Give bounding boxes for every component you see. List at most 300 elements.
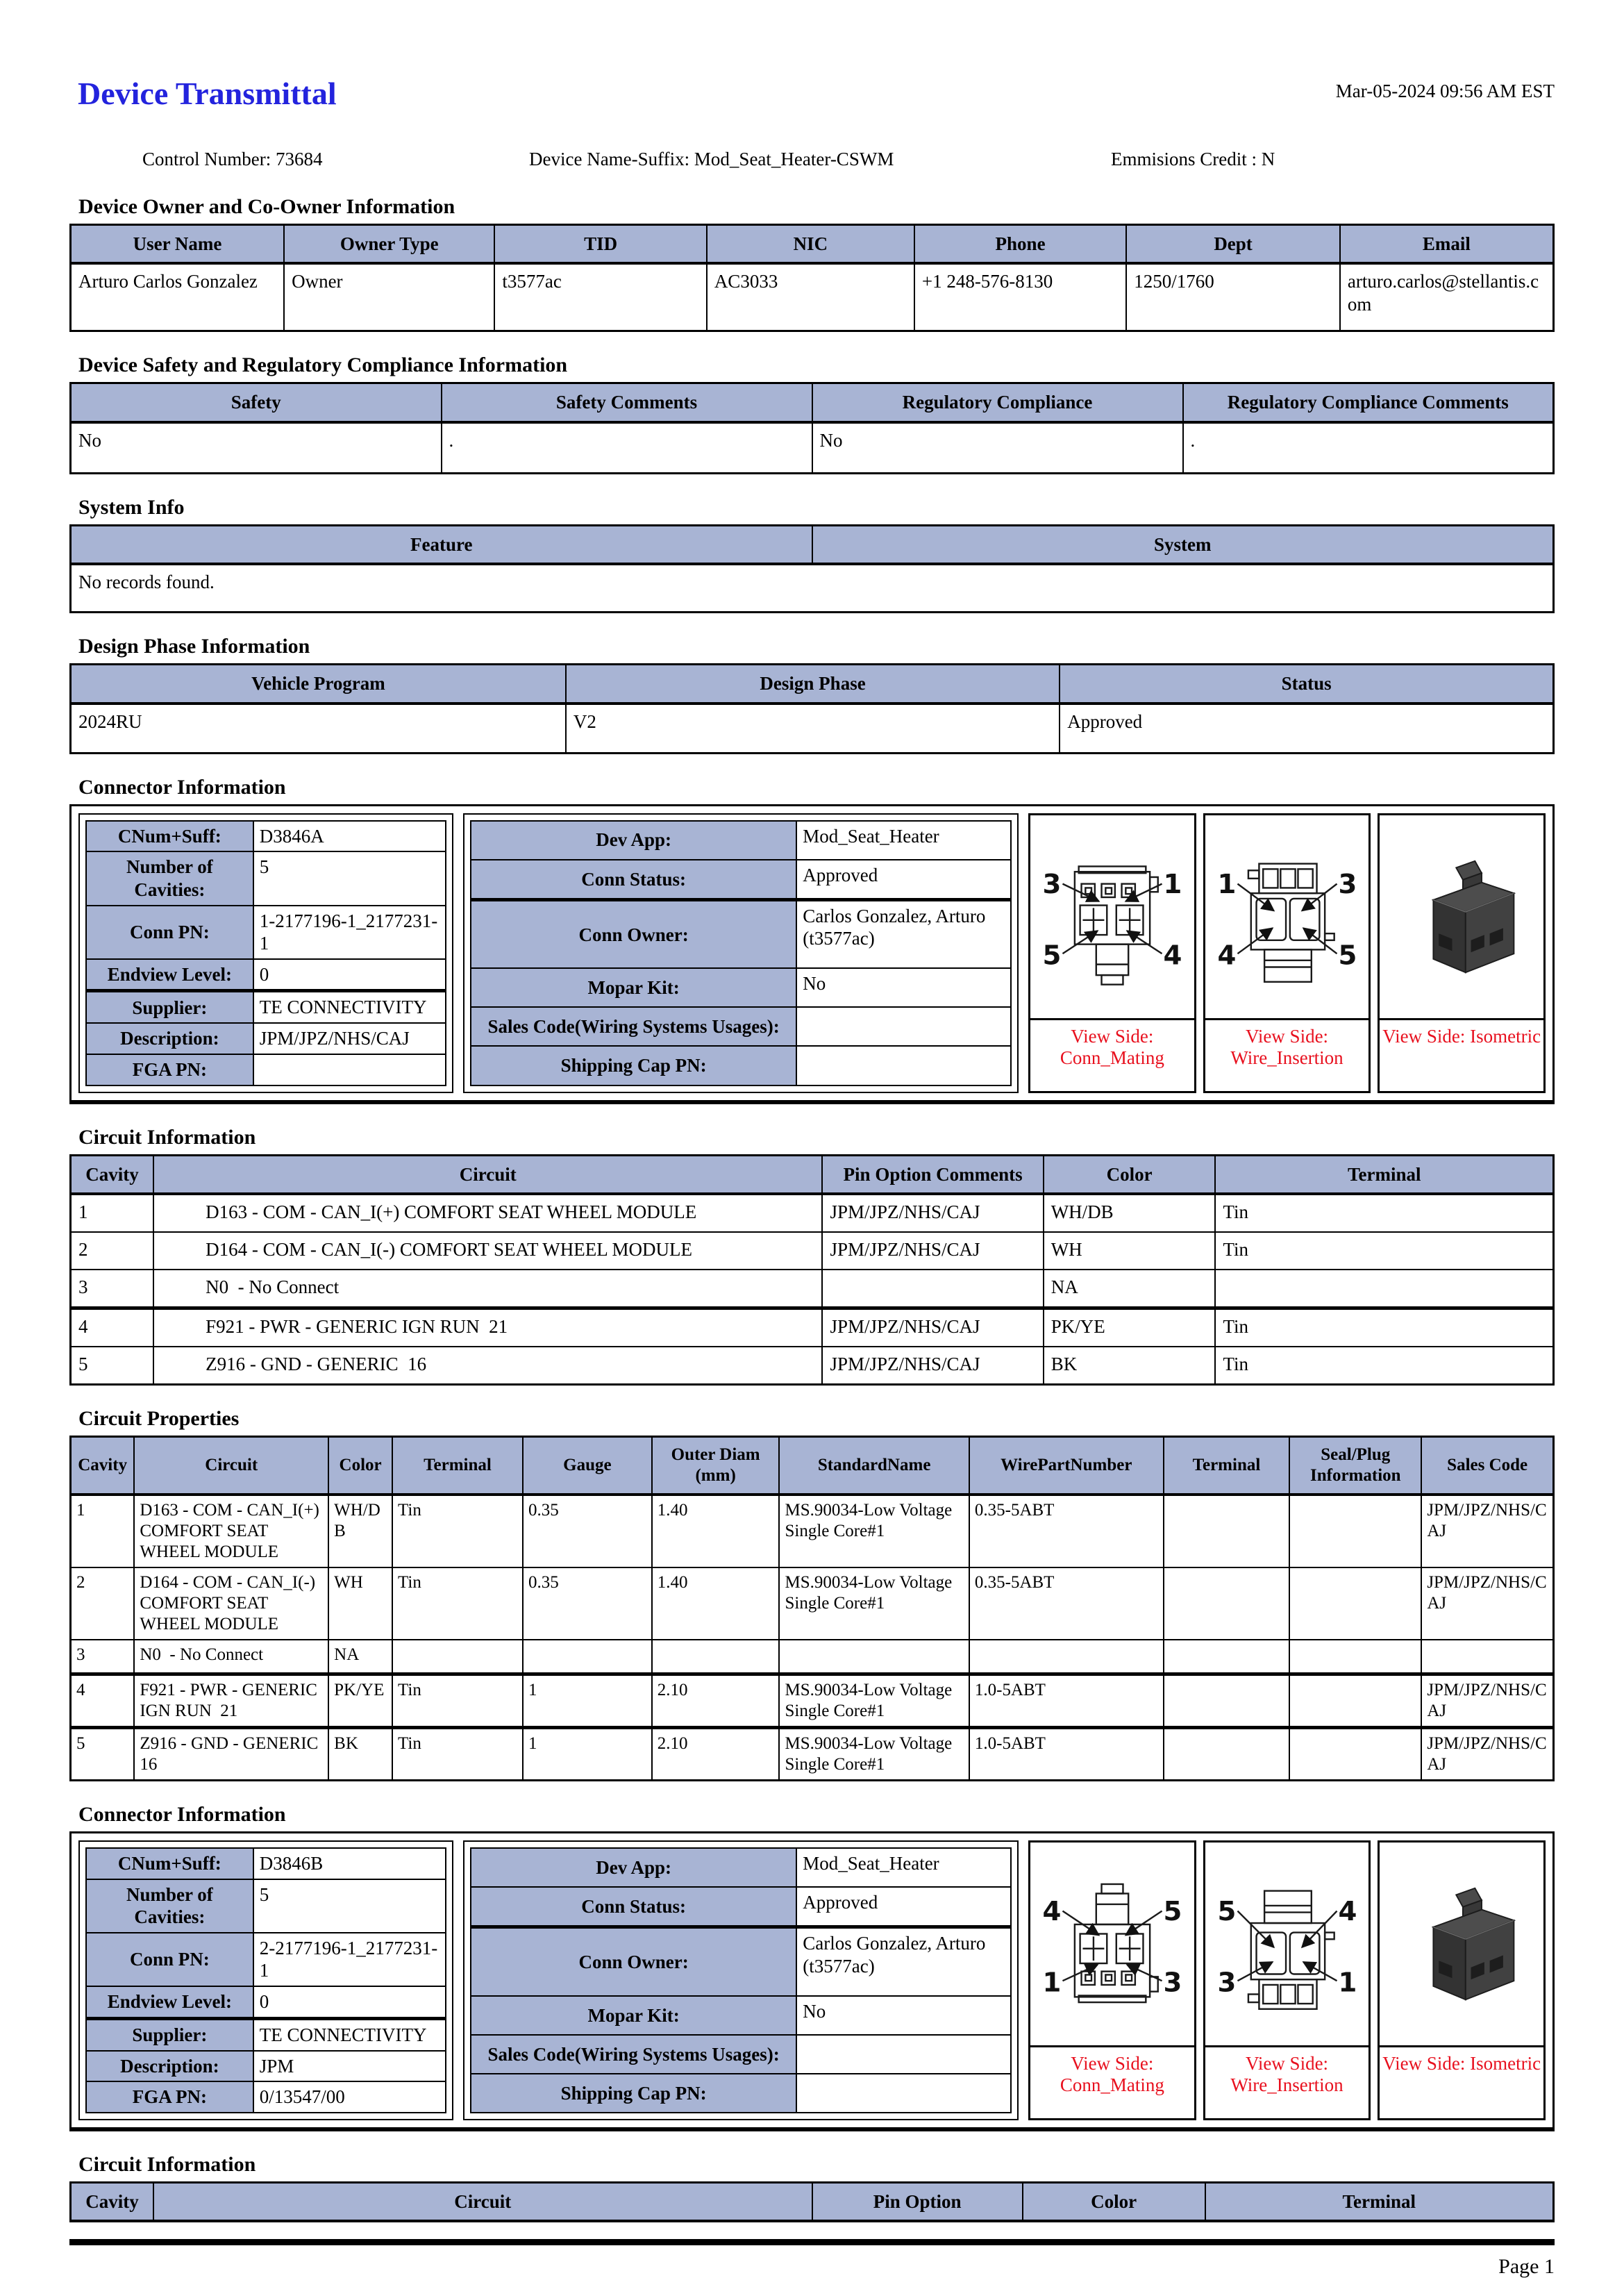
pin-number-label: 5 bbox=[1338, 940, 1357, 972]
header-row bbox=[71, 383, 1554, 422]
column-header: StandardName bbox=[779, 1436, 969, 1495]
column-header: Cavity bbox=[71, 1436, 135, 1495]
table-row bbox=[71, 263, 1554, 331]
cell: 1-2177196-1_2177231-1 bbox=[253, 906, 446, 959]
cell: Tin bbox=[1215, 1347, 1553, 1385]
cell: 0.35 bbox=[523, 1567, 652, 1640]
connector-mating-diagram bbox=[1032, 1858, 1193, 2029]
cell: 1.0-5ABT bbox=[969, 1674, 1164, 1727]
field-label: Supplier: bbox=[86, 2018, 253, 2050]
emissions-credit: Emmisions Credit : N bbox=[1111, 149, 1275, 169]
cell: Mod_Seat_Heater bbox=[796, 1848, 1011, 1887]
cell: Carlos Gonzalez, Arturo (t3577ac) bbox=[796, 1927, 1011, 1996]
cell bbox=[822, 1270, 1043, 1308]
section-heading-safety: Device Safety and Regulatory Compliance Information bbox=[78, 353, 568, 377]
table-row bbox=[471, 1887, 1011, 1927]
cell: Arturo Carlos Gonzalez bbox=[71, 263, 285, 331]
cell: Mod_Seat_Heater bbox=[796, 821, 1011, 860]
connector-wire-insertion-diagram bbox=[1207, 1858, 1368, 2029]
cell bbox=[969, 1640, 1164, 1674]
field-label: Sales Code(Wiring Systems Usages): bbox=[471, 2035, 796, 2074]
cell: Tin bbox=[392, 1727, 523, 1780]
cell: WH bbox=[328, 1567, 392, 1640]
column-header: Cavity bbox=[71, 2182, 154, 2221]
column-header: Cavity bbox=[71, 1155, 154, 1194]
column-header: System bbox=[812, 525, 1554, 564]
cell: 5 bbox=[253, 1879, 446, 1933]
cell: Approved bbox=[796, 1887, 1011, 1927]
table-row bbox=[71, 422, 1554, 474]
cell: JPM/JPZ/NHS/CAJ bbox=[253, 1023, 446, 1054]
section-heading-circuit-info-2: Circuit Information bbox=[78, 2152, 256, 2176]
cell: 0/13547/00 bbox=[253, 2081, 446, 2113]
section-owner bbox=[69, 195, 1555, 332]
cell: 1250/1760 bbox=[1126, 263, 1340, 331]
isometric-drawing bbox=[1380, 815, 1543, 1020]
view-conn-mating bbox=[1028, 813, 1196, 1093]
view-conn-mating bbox=[1028, 1840, 1196, 2120]
connector-status-table bbox=[470, 1847, 1012, 2113]
table-row bbox=[86, 1933, 446, 1986]
table-row bbox=[471, 2074, 1011, 2113]
table-row bbox=[71, 1640, 1554, 1674]
cell: Tin bbox=[392, 1674, 523, 1727]
cell bbox=[779, 1640, 969, 1674]
print-timestamp: Mar-05-2024 09:56 AM EST bbox=[1335, 81, 1555, 101]
field-label: Number of Cavities: bbox=[86, 1879, 253, 1933]
table-row bbox=[86, 1848, 446, 1879]
column-header: Vehicle Program bbox=[71, 665, 566, 704]
owner-table bbox=[69, 224, 1555, 332]
table-row bbox=[71, 1270, 1554, 1308]
table-row bbox=[86, 959, 446, 991]
wire-insertion-drawing bbox=[1205, 1842, 1369, 2047]
section-circuit-properties bbox=[69, 1407, 1555, 1781]
connector-mating-diagram bbox=[1032, 831, 1193, 1002]
connector-status-box bbox=[463, 1840, 1019, 2120]
cell: arturo.carlos@stellantis.com bbox=[1340, 263, 1554, 331]
table-row bbox=[71, 1308, 1554, 1347]
field-label: Conn Owner: bbox=[471, 1927, 796, 1996]
pin-number-label: 1 bbox=[1042, 1967, 1062, 1999]
cell: AC3033 bbox=[707, 263, 914, 331]
column-header: Terminal bbox=[392, 1436, 523, 1495]
cell: 0.35-5ABT bbox=[969, 1495, 1164, 1567]
field-label: Conn Status: bbox=[471, 860, 796, 900]
pin-number-label: 4 bbox=[1163, 940, 1182, 972]
cell bbox=[1421, 1640, 1553, 1674]
cell: No records found. bbox=[71, 564, 1554, 613]
field-label: Mopar Kit: bbox=[471, 1996, 796, 2035]
view-isometric bbox=[1378, 1840, 1546, 2120]
cell: No bbox=[812, 422, 1183, 474]
section-heading-circuit-info-1: Circuit Information bbox=[78, 1125, 256, 1149]
field-label: Endview Level: bbox=[86, 959, 253, 991]
cell bbox=[1164, 1640, 1290, 1674]
cell bbox=[523, 1640, 652, 1674]
isometric-drawing bbox=[1380, 1842, 1543, 2047]
cell: Tin bbox=[1215, 1308, 1553, 1347]
connector-isometric-image bbox=[1381, 831, 1542, 1002]
view-caption: View Side: Conn_Mating bbox=[1060, 2052, 1164, 2095]
view-caption: View Side: Conn_Mating bbox=[1060, 1025, 1164, 1068]
view-caption: View Side: Wire_Insertion bbox=[1230, 2052, 1343, 2095]
conn-mating-drawing bbox=[1030, 815, 1194, 1020]
cell: D164 - COM - CAN_I(-) COMFORT SEAT WHEEL MODULE bbox=[153, 1232, 822, 1270]
connector-id-box bbox=[78, 813, 453, 1093]
table-row bbox=[71, 1194, 1554, 1232]
table-row bbox=[86, 906, 446, 959]
connector-id-box bbox=[78, 1840, 453, 2120]
pin-number-label: 3 bbox=[1338, 868, 1357, 900]
column-header: User Name bbox=[71, 225, 285, 264]
column-header: NIC bbox=[707, 225, 914, 264]
cell bbox=[796, 1046, 1011, 1085]
column-header: TID bbox=[494, 225, 706, 264]
table-row bbox=[471, 1046, 1011, 1085]
section-heading-owner: Device Owner and Co-Owner Information bbox=[78, 195, 455, 218]
cell: +1 248-576-8130 bbox=[914, 263, 1126, 331]
circuit-info-table-2 bbox=[69, 2181, 1555, 2222]
connector-id-table bbox=[85, 820, 446, 1086]
circuit-info-table bbox=[69, 1154, 1555, 1386]
field-label: Description: bbox=[86, 1023, 253, 1054]
table-row bbox=[471, 821, 1011, 860]
cell bbox=[652, 1640, 780, 1674]
cell: NA bbox=[328, 1640, 392, 1674]
cell: 1 bbox=[71, 1194, 154, 1232]
cell bbox=[796, 2035, 1011, 2074]
section-circuit-info-1 bbox=[69, 1126, 1555, 1386]
connector-panel bbox=[69, 804, 1555, 1104]
column-header: Design Phase bbox=[566, 665, 1060, 704]
design-phase-table bbox=[69, 663, 1555, 754]
cell bbox=[796, 1007, 1011, 1046]
table-row bbox=[471, 1927, 1011, 1996]
header-row bbox=[71, 1155, 1554, 1194]
table-row bbox=[86, 2051, 446, 2082]
cell: JPM/JPZ/NHS/CAJ bbox=[1421, 1567, 1553, 1640]
table-row bbox=[86, 821, 446, 852]
cell: Z916 - GND - GENERIC 16 bbox=[153, 1347, 822, 1385]
pin-number-label: 1 bbox=[1338, 1967, 1357, 1999]
cell: F921 - PWR - GENERIC IGN RUN 21 bbox=[134, 1674, 328, 1727]
column-header: Color bbox=[328, 1436, 392, 1495]
cell: BK bbox=[1044, 1347, 1216, 1385]
header-row bbox=[71, 1436, 1554, 1495]
header-row bbox=[71, 2182, 1554, 2221]
column-header: WirePartNumber bbox=[969, 1436, 1164, 1495]
pin-number-label: 4 bbox=[1338, 1896, 1357, 1928]
cell: MS.90034-Low Voltage Single Core#1 bbox=[779, 1727, 969, 1780]
cell: MS.90034-Low Voltage Single Core#1 bbox=[779, 1567, 969, 1640]
cell: 1 bbox=[523, 1727, 652, 1780]
cell: MS.90034-Low Voltage Single Core#1 bbox=[779, 1495, 969, 1567]
column-header: Circuit bbox=[153, 1155, 822, 1194]
cell: 0 bbox=[253, 1986, 446, 2018]
column-header: Pin Option Comments bbox=[822, 1155, 1043, 1194]
cell: JPM/JPZ/NHS/CAJ bbox=[1421, 1495, 1553, 1567]
view-caption: View Side: Wire_Insertion bbox=[1230, 1025, 1343, 1068]
cell: No bbox=[796, 1996, 1011, 2035]
cell bbox=[1164, 1495, 1290, 1567]
connector-panel bbox=[69, 1831, 1555, 2131]
table-row bbox=[71, 704, 1554, 754]
pin-number-label: 1 bbox=[1217, 868, 1236, 900]
cell: 1 bbox=[523, 1674, 652, 1727]
view-caption: View Side: Isometric bbox=[1382, 1025, 1541, 1047]
footer-rule bbox=[69, 2239, 1555, 2245]
table-row bbox=[71, 1727, 1554, 1780]
section-connector-2 bbox=[69, 1803, 1555, 2131]
table-row bbox=[71, 1674, 1554, 1727]
cell: NA bbox=[1044, 1270, 1216, 1308]
cell bbox=[1164, 1567, 1290, 1640]
column-header: Email bbox=[1340, 225, 1554, 264]
pin-number-label: 4 bbox=[1042, 1896, 1062, 1928]
connector-id-table bbox=[85, 1847, 446, 2113]
cell: V2 bbox=[566, 704, 1060, 754]
cell bbox=[1215, 1270, 1553, 1308]
cell: TE CONNECTIVITY bbox=[253, 991, 446, 1023]
field-label: Shipping Cap PN: bbox=[471, 2074, 796, 2113]
cell bbox=[1164, 1727, 1290, 1780]
cell: No bbox=[71, 422, 442, 474]
cell: 2 bbox=[71, 1567, 135, 1640]
cell: 1 bbox=[71, 1495, 135, 1567]
table-row bbox=[86, 1879, 446, 1933]
cell: D163 - COM - CAN_I(+) COMFORT SEAT WHEEL MODULE bbox=[134, 1495, 328, 1567]
connector-views bbox=[1028, 1840, 1546, 2120]
view-caption: View Side: Isometric bbox=[1382, 2052, 1541, 2074]
field-label: Dev App: bbox=[471, 821, 796, 860]
cell: Tin bbox=[1215, 1232, 1553, 1270]
pin-number-label: 3 bbox=[1163, 1967, 1182, 1999]
table-row bbox=[86, 1054, 446, 1085]
field-label: FGA PN: bbox=[86, 2081, 253, 2113]
pin-number-label: 1 bbox=[1163, 868, 1182, 900]
cell: 2-2177196-1_2177231-1 bbox=[253, 1933, 446, 1986]
pin-number-label: 5 bbox=[1217, 1896, 1236, 1928]
column-header: Feature bbox=[71, 525, 812, 564]
header-row bbox=[71, 225, 1554, 264]
pin-number-label: 5 bbox=[1042, 940, 1062, 972]
cell: 1.0-5ABT bbox=[969, 1727, 1164, 1780]
cell: 3 bbox=[71, 1270, 154, 1308]
view-isometric bbox=[1378, 813, 1546, 1093]
table-row bbox=[471, 860, 1011, 900]
view-wire-insertion bbox=[1203, 1840, 1371, 2120]
table-row bbox=[471, 900, 1011, 969]
cell: JPM/JPZ/NHS/CAJ bbox=[1421, 1727, 1553, 1780]
cell: Tin bbox=[392, 1495, 523, 1567]
cell: N0 - No Connect bbox=[134, 1640, 328, 1674]
wire-insertion-drawing bbox=[1205, 815, 1369, 1020]
field-label: Number of Cavities: bbox=[86, 851, 253, 905]
connector-wire-insertion-diagram bbox=[1207, 831, 1368, 1002]
field-label: Conn PN: bbox=[86, 1933, 253, 1986]
cell: Approved bbox=[1060, 704, 1553, 754]
cell: JPM bbox=[253, 2051, 446, 2082]
cell: 0.35 bbox=[523, 1495, 652, 1567]
pin-number-label: 3 bbox=[1042, 868, 1062, 900]
column-header: Terminal bbox=[1205, 2182, 1554, 2221]
column-header: Color bbox=[1044, 1155, 1216, 1194]
section-circuit-info-2 bbox=[69, 2153, 1555, 2222]
cell: Tin bbox=[392, 1567, 523, 1640]
column-header: Terminal bbox=[1164, 1436, 1290, 1495]
section-heading-design-phase: Design Phase Information bbox=[78, 635, 310, 658]
table-row bbox=[471, 1007, 1011, 1046]
field-label: CNum+Suff: bbox=[86, 1848, 253, 1879]
cell: F921 - PWR - GENERIC IGN RUN 21 bbox=[153, 1308, 822, 1347]
cell: 5 bbox=[71, 1347, 154, 1385]
section-heading-connector-1: Connector Information bbox=[78, 775, 286, 799]
cell: Z916 - GND - GENERIC 16 bbox=[134, 1727, 328, 1780]
pin-number-label: 5 bbox=[1163, 1896, 1182, 1928]
column-header: Owner Type bbox=[284, 225, 494, 264]
table-row bbox=[71, 1495, 1554, 1567]
field-label: FGA PN: bbox=[86, 1054, 253, 1085]
column-header: Seal/Plug Information bbox=[1289, 1436, 1421, 1495]
device-name-suffix: Device Name-Suffix: Mod_Seat_Heater-CSWM bbox=[529, 149, 894, 169]
connector-views bbox=[1028, 813, 1546, 1093]
column-header: Terminal bbox=[1215, 1155, 1553, 1194]
section-connector-1 bbox=[69, 776, 1555, 1104]
device-info-line bbox=[69, 149, 1555, 174]
connector-status-box bbox=[463, 813, 1019, 1093]
view-wire-insertion bbox=[1203, 813, 1371, 1093]
field-label: Conn Owner: bbox=[471, 900, 796, 969]
cell: WH bbox=[1044, 1232, 1216, 1270]
cell: 4 bbox=[71, 1674, 135, 1727]
cell: Owner bbox=[284, 263, 494, 331]
cell: 2.10 bbox=[652, 1674, 780, 1727]
table-row bbox=[71, 1232, 1554, 1270]
cell: 4 bbox=[71, 1308, 154, 1347]
section-heading-connector-2: Connector Information bbox=[78, 1802, 286, 1826]
column-header: Regulatory Compliance bbox=[812, 383, 1183, 422]
field-label: Conn Status: bbox=[471, 1887, 796, 1927]
cell bbox=[392, 1640, 523, 1674]
document-header bbox=[69, 78, 1555, 110]
page-number: Page 1 bbox=[1498, 2255, 1555, 2279]
cell: D164 - COM - CAN_I(-) COMFORT SEAT WHEEL MODULE bbox=[134, 1567, 328, 1640]
conn-mating-drawing bbox=[1030, 1842, 1194, 2047]
field-label: Shipping Cap PN: bbox=[471, 1046, 796, 1085]
connector-status-table bbox=[470, 820, 1012, 1086]
cell bbox=[253, 1054, 446, 1085]
pin-number-label: 3 bbox=[1217, 1967, 1236, 1999]
section-heading-system-info: System Info bbox=[78, 495, 185, 519]
table-row bbox=[86, 851, 446, 905]
cell: . bbox=[1183, 422, 1554, 474]
field-label: Conn PN: bbox=[86, 906, 253, 959]
cell bbox=[1289, 1640, 1421, 1674]
cell: 5 bbox=[253, 851, 446, 905]
table-row bbox=[86, 2081, 446, 2113]
cell: JPM/JPZ/NHS/CAJ bbox=[822, 1308, 1043, 1347]
cell: N0 - No Connect bbox=[153, 1270, 822, 1308]
field-label: Endview Level: bbox=[86, 1986, 253, 2018]
table-row bbox=[471, 1848, 1011, 1887]
column-header: Phone bbox=[914, 225, 1126, 264]
table-row bbox=[471, 968, 1011, 1007]
field-label: Supplier: bbox=[86, 991, 253, 1023]
cell: 1.40 bbox=[652, 1567, 780, 1640]
cell: 2.10 bbox=[652, 1727, 780, 1780]
pin-number-label: 4 bbox=[1217, 940, 1236, 972]
column-header: Regulatory Compliance Comments bbox=[1183, 383, 1554, 422]
field-label: Dev App: bbox=[471, 1848, 796, 1887]
safety-table bbox=[69, 382, 1555, 474]
header-row bbox=[71, 525, 1554, 564]
cell: JPM/JPZ/NHS/CAJ bbox=[822, 1194, 1043, 1232]
cell: 2024RU bbox=[71, 704, 566, 754]
cell: Carlos Gonzalez, Arturo (t3577ac) bbox=[796, 900, 1011, 969]
table-row bbox=[86, 2018, 446, 2050]
cell: D163 - COM - CAN_I(+) COMFORT SEAT WHEEL MODULE bbox=[153, 1194, 822, 1232]
control-number: Control Number: 73684 bbox=[142, 149, 323, 169]
section-design-phase bbox=[69, 635, 1555, 754]
cell: 3 bbox=[71, 1640, 135, 1674]
cell: 0 bbox=[253, 959, 446, 991]
field-label: CNum+Suff: bbox=[86, 821, 253, 852]
section-safety bbox=[69, 353, 1555, 474]
cell bbox=[1289, 1495, 1421, 1567]
cell: Approved bbox=[796, 860, 1011, 900]
cell: 1.40 bbox=[652, 1495, 780, 1567]
field-label: Sales Code(Wiring Systems Usages): bbox=[471, 1007, 796, 1046]
cell: D3846B bbox=[253, 1848, 446, 1879]
column-header: Circuit bbox=[134, 1436, 328, 1495]
column-header: Dept bbox=[1126, 225, 1340, 264]
cell: 5 bbox=[71, 1727, 135, 1780]
cell: 2 bbox=[71, 1232, 154, 1270]
cell: t3577ac bbox=[494, 263, 706, 331]
cell: PK/YE bbox=[1044, 1308, 1216, 1347]
table-row bbox=[86, 1986, 446, 2018]
section-heading-circuit-properties: Circuit Properties bbox=[78, 1406, 240, 1430]
field-label: Description: bbox=[86, 2051, 253, 2082]
system-info-table bbox=[69, 524, 1555, 613]
table-row bbox=[86, 991, 446, 1023]
table-row bbox=[71, 1567, 1554, 1640]
column-header: Circuit bbox=[153, 2182, 812, 2221]
table-row bbox=[71, 564, 1554, 613]
cell bbox=[1289, 1567, 1421, 1640]
cell bbox=[1289, 1674, 1421, 1727]
column-header: Sales Code bbox=[1421, 1436, 1553, 1495]
page-title: Device Transmittal bbox=[78, 76, 337, 111]
cell: TE CONNECTIVITY bbox=[253, 2018, 446, 2050]
column-header: Pin Option bbox=[812, 2182, 1023, 2221]
cell bbox=[1289, 1727, 1421, 1780]
cell: WH/DB bbox=[328, 1495, 392, 1567]
section-system-info bbox=[69, 496, 1555, 613]
field-label: Mopar Kit: bbox=[471, 968, 796, 1007]
cell: WH/DB bbox=[1044, 1194, 1216, 1232]
cell: JPM/JPZ/NHS/CAJ bbox=[822, 1232, 1043, 1270]
cell bbox=[796, 2074, 1011, 2113]
connector-isometric-image bbox=[1381, 1858, 1542, 2029]
circuit-properties-table bbox=[69, 1436, 1555, 1781]
table-row bbox=[71, 1347, 1554, 1385]
cell: 0.35-5ABT bbox=[969, 1567, 1164, 1640]
table-row bbox=[471, 2035, 1011, 2074]
cell: MS.90034-Low Voltage Single Core#1 bbox=[779, 1674, 969, 1727]
cell bbox=[1164, 1674, 1290, 1727]
